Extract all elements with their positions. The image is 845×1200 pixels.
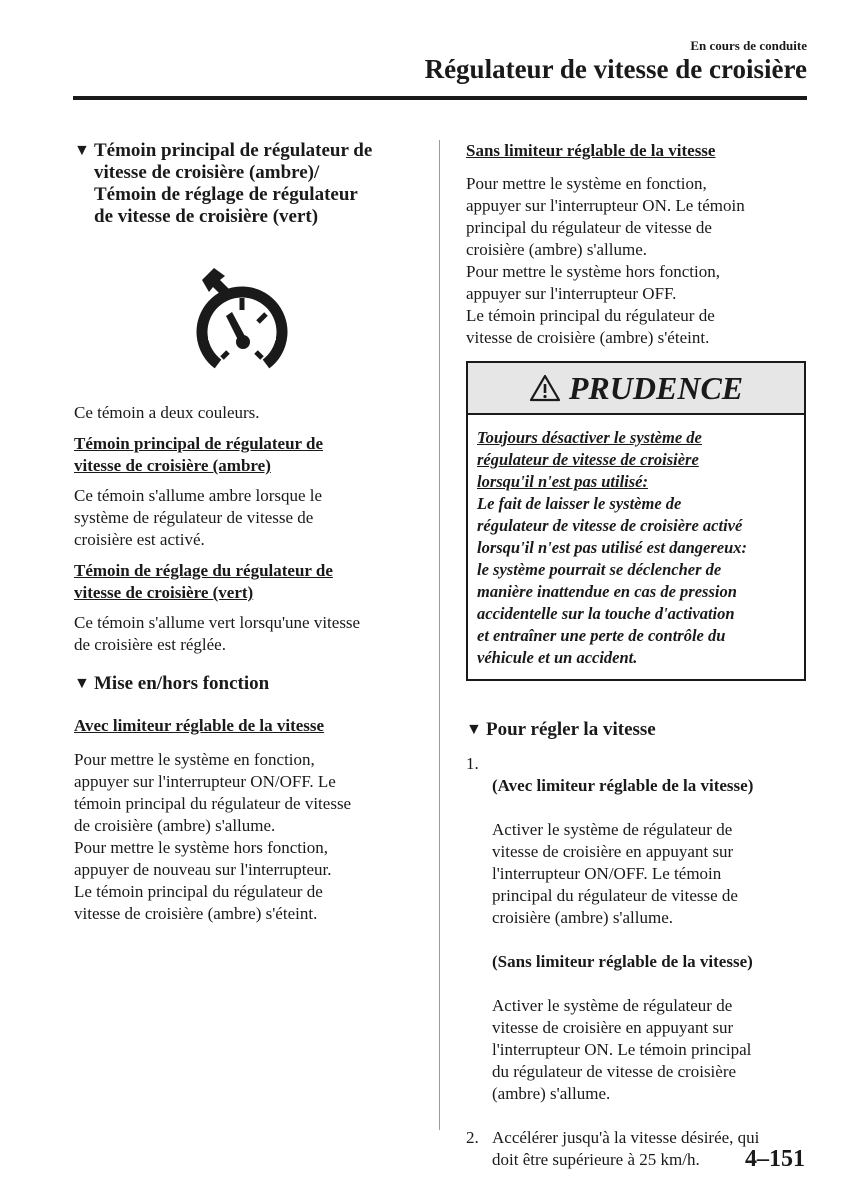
left-column [74, 140, 410, 925]
step-label-with-limiter: (Avec limiteur réglable de la vitesse) [492, 776, 754, 795]
subheading-amber: Témoin principal de régulateur de vitesse de croisière (ambre) [74, 434, 324, 475]
page-number: 4–151 [745, 1146, 805, 1172]
subheading-green: Témoin de réglage du régulateur de vitesse de croisière (vert) [74, 561, 333, 602]
step-item [466, 753, 806, 1127]
section-heading-on-off [74, 673, 410, 695]
step-text-without-limiter: Activer le système de régulateur de vitesse de croisière en appuyant sur l'interrupteur ON. Le témoin principal du régulateur de vitesse de croisière (ambre) s'allume. [492, 996, 752, 1103]
caution-body [468, 415, 804, 679]
subheading-with-limiter: Avec limiteur réglable de la vitesse [74, 716, 325, 735]
triangle-bullet-icon: ▼ [466, 721, 482, 738]
section-heading-indicators [74, 140, 410, 228]
indicator-icon-wrap [74, 266, 410, 378]
caution-underlined-text: Toujours désactiver le système de régulateur de vitesse de croisière lorsqu'il n'est pas utilisé: [477, 428, 702, 491]
subheading-without-limiter: Sans limiteur réglable de la vitesse [466, 141, 716, 160]
column-divider [439, 140, 440, 1130]
header-rule [73, 96, 807, 100]
step-number: 2. [466, 1128, 479, 1147]
caution-title: PRUDENCE [568, 369, 744, 406]
warning-triangle-icon [529, 374, 561, 402]
step-body [492, 753, 753, 1127]
caution-header [468, 363, 804, 415]
section-heading-text: Mise en/hors fonction [94, 673, 270, 694]
step-label-without-limiter: (Sans limiteur réglable de la vitesse) [492, 952, 753, 971]
cruise-control-indicator-icon [192, 266, 292, 378]
page-title: Régulateur de vitesse de croisière [424, 54, 807, 84]
step-text: Accélérer jusqu'à la vitesse désirée, qui doit être supérieure à 25 km/h. [492, 1128, 760, 1169]
caution-text: Le fait de laisser le système de régulateur de vitesse de croisière activé lorsqu'il n'est pas utilisé est dangereux: le système pourrait se déclencher de manière inattendue en cas de pression accidentelle sur la touche d'activation et entraîner une perte de contrôle du véhicule et un accident. [477, 494, 747, 667]
triangle-bullet-icon: ▼ [74, 142, 90, 159]
section-heading-set-speed [466, 719, 806, 741]
intro-text: Ce témoin a deux couleurs. [74, 403, 260, 422]
paragraph-with-limiter: Pour mettre le système en fonction, appuyer sur l'interrupteur ON/OFF. Le témoin principal du régulateur de vitesse de croisière (ambre) s'allume. Pour mettre le système hors fonction, appuyer de nouveau sur l'interrupteur. Le témoin principal du régulateur de vitesse de croisière (ambre) s'éteint. [74, 750, 352, 923]
paragraph-amber: Ce témoin s'allume ambre lorsque le système de régulateur de vitesse de croisière est activé. [74, 486, 323, 549]
paragraph-green: Ce témoin s'allume vert lorsqu'une vitesse de croisière est réglée. [74, 613, 361, 654]
triangle-bullet-icon: ▼ [74, 675, 90, 692]
section-heading-text: Pour régler la vitesse [486, 719, 656, 740]
step-text-with-limiter: Activer le système de régulateur de vitesse de croisière en appuyant sur l'interrupteur ON/OFF. Le témoin principal du régulateur de vitesse de croisière (ambre) s'allume. [492, 820, 738, 927]
header-section-label: En cours de conduite [690, 38, 807, 53]
paragraph-without-limiter: Pour mettre le système en fonction, appuyer sur l'interrupteur ON. Le témoin principal du régulateur de vitesse de croisière (ambre) s'allume. Pour mettre le système hors fonction, appuyer sur l'interrupteur OFF. Le témoin principal du régulateur de vitesse de croisière (ambre) s'éteint. [466, 174, 745, 347]
caution-box [466, 361, 806, 681]
right-column [466, 140, 806, 1171]
step-number: 1. [466, 754, 479, 773]
section-heading-text: Témoin principal de régulateur de vitesse de croisière (ambre)/ Témoin de réglage de régulateur de vitesse de croisière (vert) [94, 140, 373, 227]
